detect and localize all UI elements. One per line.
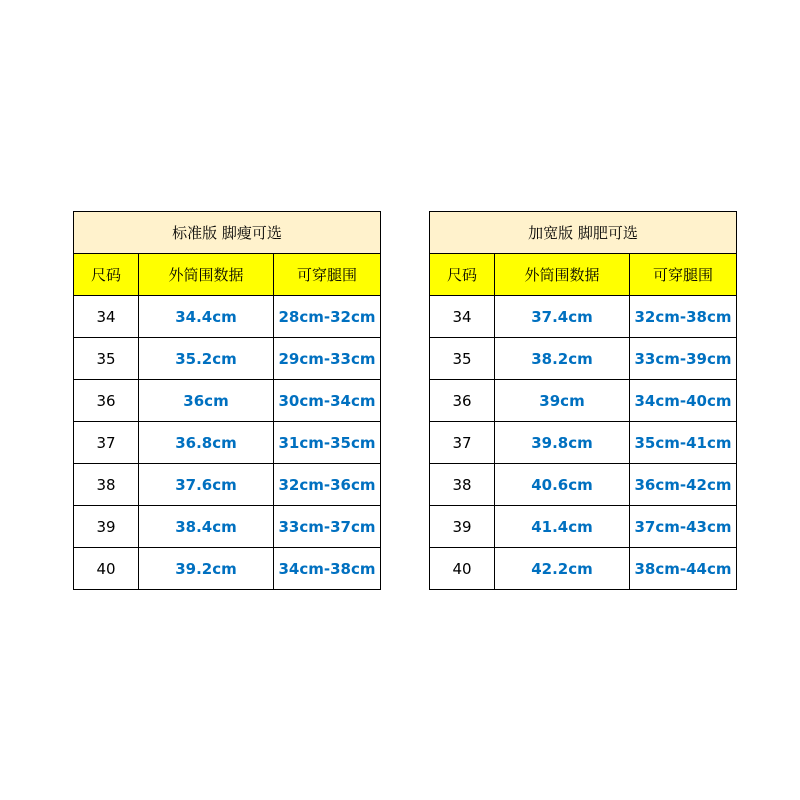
- calf-range-cell: 33cm-39cm: [630, 338, 737, 380]
- size-cell: 34: [74, 296, 139, 338]
- table-title: 加宽版 脚肥可选: [430, 212, 737, 254]
- size-cell: 39: [74, 506, 139, 548]
- calf-range-cell: 38cm-44cm: [630, 548, 737, 590]
- table-row: [74, 422, 381, 464]
- standard-size-table: [73, 211, 381, 590]
- outer-circumference-cell: 34.4cm: [139, 296, 274, 338]
- table-row: [74, 506, 381, 548]
- calf-range-cell: 34cm-38cm: [274, 548, 381, 590]
- table-row: [430, 338, 737, 380]
- calf-range-cell: 31cm-35cm: [274, 422, 381, 464]
- size-cell: 40: [430, 548, 495, 590]
- table-row: [430, 296, 737, 338]
- outer-circumference-cell: 36.8cm: [139, 422, 274, 464]
- calf-range-cell: 36cm-42cm: [630, 464, 737, 506]
- outer-circumference-cell: 36cm: [139, 380, 274, 422]
- table-row: [74, 464, 381, 506]
- calf-range-cell: 32cm-36cm: [274, 464, 381, 506]
- size-cell: 38: [74, 464, 139, 506]
- size-cell: 36: [74, 380, 139, 422]
- table-row: [430, 464, 737, 506]
- outer-circumference-cell: 37.6cm: [139, 464, 274, 506]
- outer-circumference-cell: 41.4cm: [495, 506, 630, 548]
- outer-circumference-cell: 38.4cm: [139, 506, 274, 548]
- table-row: [430, 380, 737, 422]
- size-cell: 37: [74, 422, 139, 464]
- calf-range-cell: 35cm-41cm: [630, 422, 737, 464]
- size-cell: 39: [430, 506, 495, 548]
- outer-circumference-cell: 35.2cm: [139, 338, 274, 380]
- outer-circumference-cell: 37.4cm: [495, 296, 630, 338]
- size-cell: 36: [430, 380, 495, 422]
- outer-circumference-cell: 42.2cm: [495, 548, 630, 590]
- column-header-size: 尺码: [430, 254, 495, 296]
- table-row: [74, 296, 381, 338]
- calf-range-cell: 30cm-34cm: [274, 380, 381, 422]
- outer-circumference-cell: 39cm: [495, 380, 630, 422]
- size-cell: 37: [430, 422, 495, 464]
- size-cell: 34: [430, 296, 495, 338]
- table-row: [430, 422, 737, 464]
- column-header-outer-circumference: 外筒围数据: [495, 254, 630, 296]
- outer-circumference-cell: 39.2cm: [139, 548, 274, 590]
- column-header-outer-circumference: 外筒围数据: [139, 254, 274, 296]
- table-row: [74, 380, 381, 422]
- size-cell: 40: [74, 548, 139, 590]
- table-row: [74, 338, 381, 380]
- size-cell: 35: [430, 338, 495, 380]
- size-cell: 35: [74, 338, 139, 380]
- column-header-calf-range: 可穿腿围: [630, 254, 737, 296]
- table-title: 标准版 脚瘦可选: [74, 212, 381, 254]
- outer-circumference-cell: 38.2cm: [495, 338, 630, 380]
- outer-circumference-cell: 39.8cm: [495, 422, 630, 464]
- table-row: [430, 548, 737, 590]
- table-row: [74, 548, 381, 590]
- outer-circumference-cell: 40.6cm: [495, 464, 630, 506]
- calf-range-cell: 34cm-40cm: [630, 380, 737, 422]
- wide-size-table: [429, 211, 737, 590]
- calf-range-cell: 33cm-37cm: [274, 506, 381, 548]
- calf-range-cell: 32cm-38cm: [630, 296, 737, 338]
- calf-range-cell: 37cm-43cm: [630, 506, 737, 548]
- column-header-calf-range: 可穿腿围: [274, 254, 381, 296]
- column-header-size: 尺码: [74, 254, 139, 296]
- calf-range-cell: 29cm-33cm: [274, 338, 381, 380]
- calf-range-cell: 28cm-32cm: [274, 296, 381, 338]
- table-row: [430, 506, 737, 548]
- size-cell: 38: [430, 464, 495, 506]
